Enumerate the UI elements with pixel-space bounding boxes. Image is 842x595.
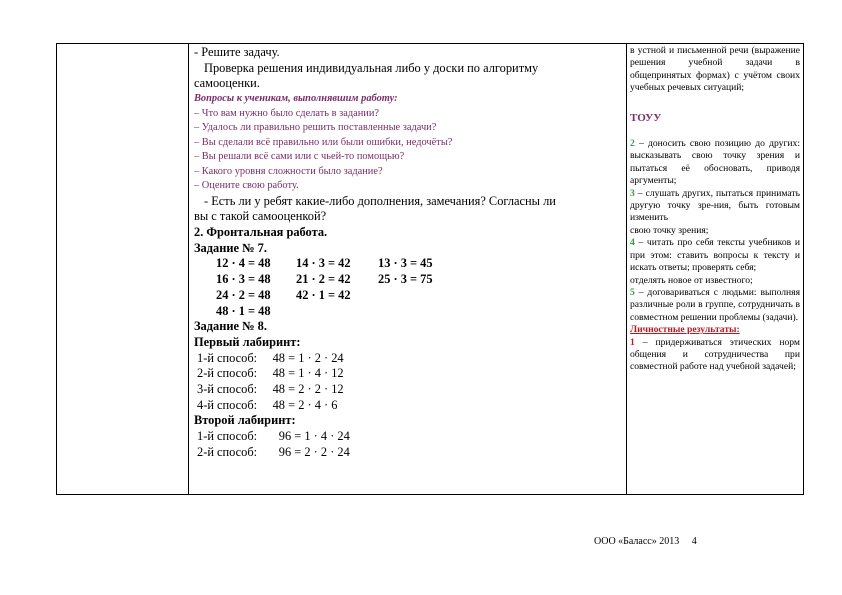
way-item: 2-й способ: 48 = 1 · 4 · 12 xyxy=(197,366,344,381)
question-item: – Вы решали всё сами или с чьей-то помощью? xyxy=(194,151,405,163)
check-line: Проверка решения индивидуальная либо у доски по алгоритму xyxy=(204,60,539,75)
way-item: 2-й способ: 96 = 2 · 2 · 24 xyxy=(197,444,350,459)
lesson-table xyxy=(56,43,804,495)
question-item: – Удалось ли правильно решить поставленные задачи? xyxy=(194,122,437,134)
frontal-heading: 2. Фронтальная работа. xyxy=(194,225,328,240)
equation: 12 · 4 = 48 xyxy=(216,256,271,271)
item-text: отделять новое от известного; xyxy=(630,274,753,286)
tou-item xyxy=(630,138,800,188)
page-footer xyxy=(594,536,697,547)
item-number: 2 xyxy=(630,138,635,150)
additions-line-cont: вы с такой самооценкой? xyxy=(194,209,327,224)
item-number: 1 xyxy=(630,336,635,348)
item-number: 5 xyxy=(630,286,635,298)
way-item: 1-й способ: 48 = 1 · 2 · 24 xyxy=(197,350,344,365)
footer-company: ООО «Баласс» 2013 xyxy=(594,536,680,547)
equation: 16 · 3 = 48 xyxy=(216,272,271,287)
item-text: – договариваться с людьми: выполняя различные роли в группе, сотрудничать в совместном решении проблемы (задачи). xyxy=(630,286,800,323)
item-number: 4 xyxy=(630,237,635,249)
table-row xyxy=(57,44,804,495)
equation: 42 · 1 = 42 xyxy=(296,287,351,302)
question-item: – Что вам нужно было сделать в задании? xyxy=(194,107,380,119)
task-line: - Решите задачу. xyxy=(194,45,280,59)
way-item: 1-й способ: 96 = 1 · 4 · 24 xyxy=(197,429,350,444)
tou-item xyxy=(630,188,800,225)
personal-heading: Личностные результаты: xyxy=(630,324,740,336)
labyrinth1-heading: Первый лабиринт: xyxy=(194,334,301,349)
stage-cell xyxy=(57,44,189,495)
item-text: – доносить свою позицию до других: высказывать свою точку зрения и пытаться её обосновать, приводя аргументы; xyxy=(630,138,800,187)
questions-heading: Вопросы к ученикам, выполнявшим работу: xyxy=(194,93,398,105)
intro-text: в устной и письменной речи (выражение решения учебной задачи в общепринятых формах) с учётом своих учебных речевых ситуаций; xyxy=(630,45,800,94)
item-text: – слушать других, пытаться принимать другую точку зре-ния, быть готовым изменить xyxy=(630,187,800,224)
task8-heading: Задание № 8. xyxy=(194,319,267,334)
equation xyxy=(378,288,458,304)
personal-item xyxy=(630,337,800,374)
tou-item-cont xyxy=(630,225,800,237)
tou-heading: ТОУУ xyxy=(630,111,662,124)
way-item: 4-й способ: 48 = 2 · 4 · 6 xyxy=(197,397,338,412)
equation: 21 · 2 = 42 xyxy=(296,272,351,287)
question-item: – Какого уровня сложности было задание? xyxy=(194,165,383,177)
equation: 24 · 2 = 48 xyxy=(216,287,271,302)
question-item: – Оцените свою работу. xyxy=(194,180,299,192)
equation: 14 · 3 = 42 xyxy=(296,256,351,271)
tou-item xyxy=(630,237,800,274)
item-number: 3 xyxy=(630,187,635,199)
way-item: 3-й способ: 48 = 2 · 2 · 12 xyxy=(197,382,344,397)
item-text: – читать про себя тексты учебников и при этом: ставить вопросы к тексту и искать ответы; проверять себя; xyxy=(630,237,800,274)
equation xyxy=(378,304,458,320)
page-number: 4 xyxy=(691,536,697,547)
question-item: – Вы сделали всё правильно или были ошибки, недочёты? xyxy=(194,136,453,148)
check-line-cont: самооценки. xyxy=(194,76,260,91)
labyrinth1-ways xyxy=(194,351,622,414)
labyrinth2-ways xyxy=(194,429,622,460)
task7-heading: Задание № 7. xyxy=(194,240,267,255)
equation xyxy=(296,304,378,320)
equation: 25 · 3 = 75 xyxy=(378,272,433,287)
equation: 13 · 3 = 45 xyxy=(378,256,433,271)
activity-cell xyxy=(189,44,627,495)
tou-item-cont xyxy=(630,275,800,287)
equations-grid xyxy=(194,256,622,319)
results-cell xyxy=(627,44,804,495)
questions-block xyxy=(194,92,622,194)
additions-line: - Есть ли у ребят какие-либо дополнения, замечания? Согласны ли xyxy=(204,193,556,208)
labyrinth2-heading: Второй лабиринт: xyxy=(194,413,296,428)
item-text: – придерживаться этических норм общения и сотрудничества при совместной работе над учебной задачей; xyxy=(630,336,800,373)
equation: 48 · 1 = 48 xyxy=(216,303,271,318)
tou-item xyxy=(630,287,800,324)
item-text: свою точку зрения; xyxy=(630,224,709,236)
